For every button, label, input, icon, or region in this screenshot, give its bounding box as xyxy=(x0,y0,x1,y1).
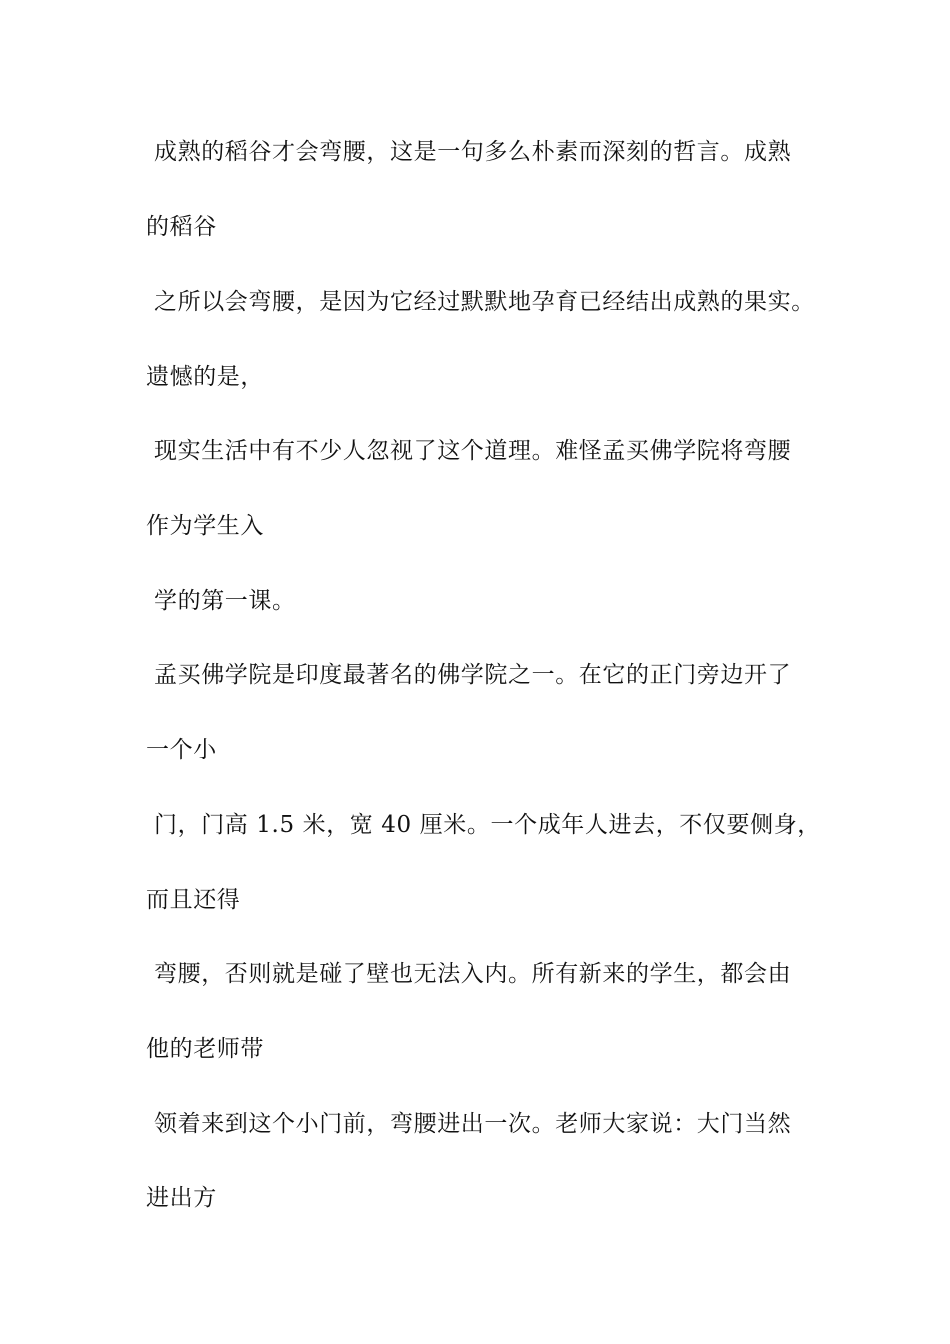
text-line: 学的第一课。 xyxy=(154,588,296,614)
text-line: 遗憾的是， xyxy=(146,364,264,390)
text-line: 之所以会弯腰，是因为它经过默默地孕育已经结出成熟的果实。 xyxy=(154,289,815,315)
text-line: 孟买佛学院是印度最著名的佛学院之一。在它的正门旁边开了 xyxy=(154,662,792,688)
text-line: 他的老师带 xyxy=(146,1036,264,1062)
text-line: 一个小 xyxy=(146,737,217,763)
text-line: 成熟的稻谷才会弯腰，这是一句多么朴素而深刻的哲言。成熟 xyxy=(154,139,792,165)
text-line: 作为学生入 xyxy=(146,513,264,539)
text-line: 弯腰，否则就是碰了壁也无法入内。所有新来的学生，都会由 xyxy=(154,961,792,987)
text-line: 现实生活中有不少人忽视了这个道理。难怪孟买佛学院将弯腰 xyxy=(154,438,792,464)
text-line: 而且还得 xyxy=(146,887,241,913)
text-line: 进出方 xyxy=(146,1185,217,1211)
text-line: 领着来到这个小门前，弯腰进出一次。老师大家说：大门当然 xyxy=(154,1111,792,1137)
text-line: 门，门高 1.5 米，宽 40 厘米。一个成年人进去，不仅要侧身， xyxy=(154,812,821,838)
text-line: 的稻谷 xyxy=(146,214,217,240)
